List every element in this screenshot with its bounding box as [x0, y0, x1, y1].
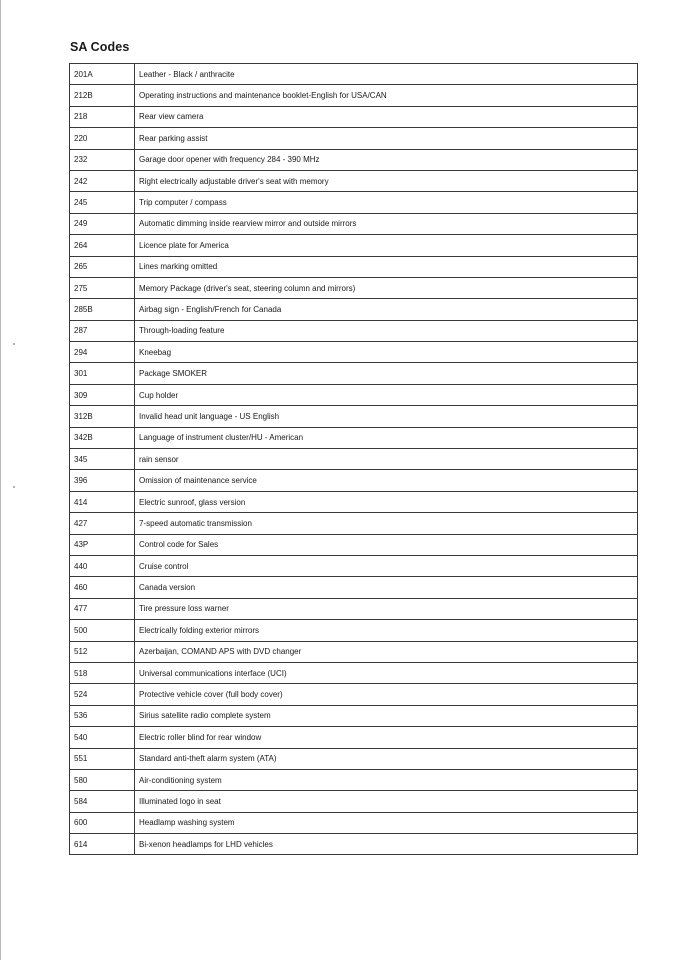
- sa-description-cell: Right electrically adjustable driver's seat with memory: [135, 170, 638, 191]
- table-row: [70, 384, 638, 405]
- sa-code-cell: 414: [70, 491, 135, 512]
- sa-description-cell: rain sensor: [135, 449, 638, 470]
- sa-description-cell: Leather - Black / anthracite: [135, 64, 638, 85]
- sa-code-cell: 218: [70, 106, 135, 127]
- sa-description-cell: Airbag sign - English/French for Canada: [135, 299, 638, 320]
- sa-code-cell: 396: [70, 470, 135, 491]
- sa-description-cell: Sirius satellite radio complete system: [135, 705, 638, 726]
- sa-code-cell: 345: [70, 449, 135, 470]
- sa-description-cell: Garage door opener with frequency 284 - 390 MHz: [135, 149, 638, 170]
- sa-description-cell: Operating instructions and maintenance booklet-English for USA/CAN: [135, 85, 638, 106]
- table-row: [70, 641, 638, 662]
- sa-description-cell: Cup holder: [135, 384, 638, 405]
- sa-description-cell: Headlamp washing system: [135, 812, 638, 833]
- sa-code-cell: 477: [70, 598, 135, 619]
- sa-description-cell: Electric sunroof, glass version: [135, 491, 638, 512]
- table-row: [70, 406, 638, 427]
- sa-description-cell: Electrically folding exterior mirrors: [135, 620, 638, 641]
- table-row: [70, 277, 638, 298]
- table-row: [70, 555, 638, 576]
- sa-description-cell: Electric roller blind for rear window: [135, 727, 638, 748]
- sa-description-cell: Omission of maintenance service: [135, 470, 638, 491]
- sa-code-cell: 287: [70, 320, 135, 341]
- table-row: [70, 748, 638, 769]
- sa-description-cell: Air-conditioning system: [135, 769, 638, 790]
- sa-description-cell: Memory Package (driver's seat, steering column and mirrors): [135, 277, 638, 298]
- table-row: [70, 491, 638, 512]
- sa-code-cell: 518: [70, 662, 135, 683]
- table-row: [70, 64, 638, 85]
- sa-code-cell: 43P: [70, 534, 135, 555]
- table-row: [70, 705, 638, 726]
- sa-code-cell: 580: [70, 769, 135, 790]
- sa-description-cell: Control code for Sales: [135, 534, 638, 555]
- table-row: [70, 427, 638, 448]
- sa-codes-table-body: [70, 64, 638, 855]
- table-row: [70, 449, 638, 470]
- sa-description-cell: Trip computer / compass: [135, 192, 638, 213]
- sa-description-cell: 7-speed automatic transmission: [135, 513, 638, 534]
- sa-code-cell: 500: [70, 620, 135, 641]
- sa-description-cell: Universal communications interface (UCI): [135, 662, 638, 683]
- sa-description-cell: Rear parking assist: [135, 128, 638, 149]
- table-row: [70, 106, 638, 127]
- sa-code-cell: 600: [70, 812, 135, 833]
- sa-code-cell: 440: [70, 555, 135, 576]
- table-row: [70, 256, 638, 277]
- sa-code-cell: 220: [70, 128, 135, 149]
- sa-code-cell: 540: [70, 727, 135, 748]
- stray-dot: [13, 486, 15, 488]
- sa-description-cell: Azerbaijan, COMAND APS with DVD changer: [135, 641, 638, 662]
- table-row: [70, 834, 638, 855]
- table-row: [70, 662, 638, 683]
- sa-code-cell: 312B: [70, 406, 135, 427]
- sa-code-cell: 245: [70, 192, 135, 213]
- page-title: SA Codes: [70, 40, 130, 54]
- sa-code-cell: 249: [70, 213, 135, 234]
- sa-description-cell: Canada version: [135, 577, 638, 598]
- sa-code-cell: 242: [70, 170, 135, 191]
- sa-description-cell: Language of instrument cluster/HU - American: [135, 427, 638, 448]
- table-row: [70, 192, 638, 213]
- sa-code-cell: 460: [70, 577, 135, 598]
- sa-description-cell: Protective vehicle cover (full body cover): [135, 684, 638, 705]
- table-row: [70, 299, 638, 320]
- sa-code-cell: 294: [70, 342, 135, 363]
- table-row: [70, 170, 638, 191]
- sa-description-cell: Through-loading feature: [135, 320, 638, 341]
- table-row: [70, 213, 638, 234]
- table-row: [70, 598, 638, 619]
- table-row: [70, 363, 638, 384]
- sa-description-cell: Tire pressure loss warner: [135, 598, 638, 619]
- sa-description-cell: Licence plate for America: [135, 235, 638, 256]
- table-row: [70, 577, 638, 598]
- sa-description-cell: Cruise control: [135, 555, 638, 576]
- table-row: [70, 812, 638, 833]
- table-row: [70, 149, 638, 170]
- sa-code-cell: 212B: [70, 85, 135, 106]
- page-edge: [0, 0, 1, 960]
- sa-code-cell: 275: [70, 277, 135, 298]
- table-row: [70, 620, 638, 641]
- table-row: [70, 534, 638, 555]
- sa-code-cell: 342B: [70, 427, 135, 448]
- table-row: [70, 470, 638, 491]
- sa-code-cell: 264: [70, 235, 135, 256]
- sa-description-cell: Kneebag: [135, 342, 638, 363]
- sa-codes-table: [69, 63, 638, 855]
- sa-code-cell: 551: [70, 748, 135, 769]
- sa-description-cell: Package SMOKER: [135, 363, 638, 384]
- table-row: [70, 769, 638, 790]
- sa-code-cell: 512: [70, 641, 135, 662]
- sa-description-cell: Standard anti-theft alarm system (ATA): [135, 748, 638, 769]
- sa-description-cell: Bi-xenon headlamps for LHD vehicles: [135, 834, 638, 855]
- table-row: [70, 85, 638, 106]
- table-row: [70, 513, 638, 534]
- sa-description-cell: Lines marking omitted: [135, 256, 638, 277]
- sa-description-cell: Invalid head unit language - US English: [135, 406, 638, 427]
- sa-code-cell: 201A: [70, 64, 135, 85]
- stray-dot: [13, 343, 15, 345]
- sa-description-cell: Automatic dimming inside rearview mirror and outside mirrors: [135, 213, 638, 234]
- table-row: [70, 727, 638, 748]
- sa-code-cell: 427: [70, 513, 135, 534]
- sa-code-cell: 584: [70, 791, 135, 812]
- table-row: [70, 235, 638, 256]
- table-row: [70, 128, 638, 149]
- table-row: [70, 342, 638, 363]
- sa-code-cell: 309: [70, 384, 135, 405]
- sa-code-cell: 285B: [70, 299, 135, 320]
- sa-code-cell: 232: [70, 149, 135, 170]
- sa-description-cell: Rear view camera: [135, 106, 638, 127]
- table-row: [70, 320, 638, 341]
- sa-code-cell: 524: [70, 684, 135, 705]
- sa-code-cell: 265: [70, 256, 135, 277]
- table-row: [70, 684, 638, 705]
- table-row: [70, 791, 638, 812]
- sa-description-cell: Illuminated logo in seat: [135, 791, 638, 812]
- sa-code-cell: 536: [70, 705, 135, 726]
- sa-code-cell: 301: [70, 363, 135, 384]
- sa-code-cell: 614: [70, 834, 135, 855]
